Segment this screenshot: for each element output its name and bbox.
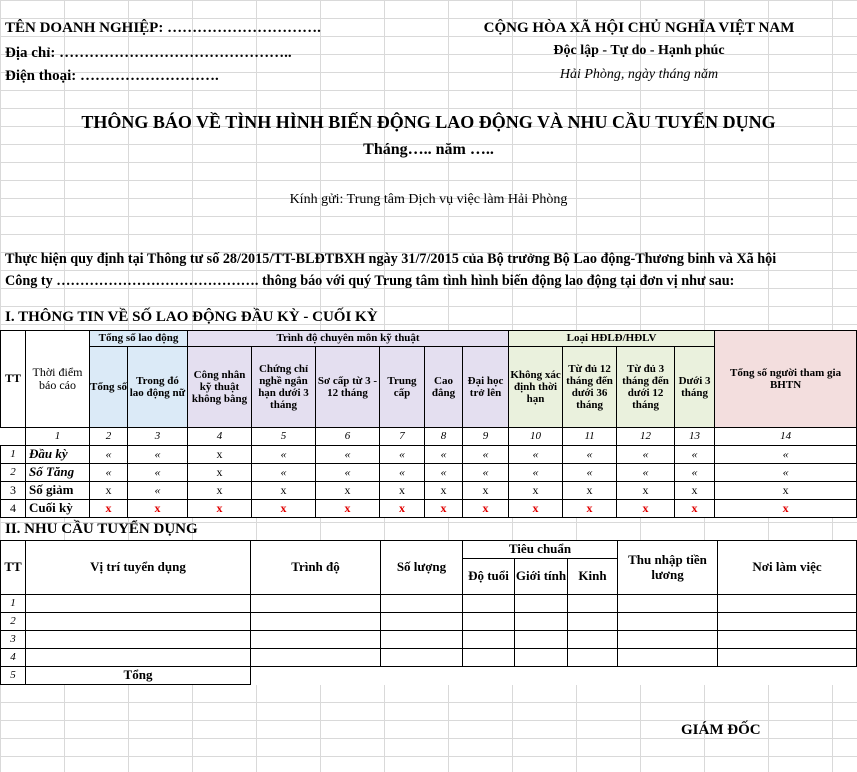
level-cell[interactable] [251,595,381,613]
data-cell: x [715,482,857,500]
data-cell: x [90,482,128,500]
data-cell: « [380,446,425,464]
data-cell: x [509,500,563,518]
table-row [1,631,857,649]
workplace-cell[interactable] [718,595,857,613]
blank-cell [618,667,718,685]
data-cell: x [463,482,509,500]
col-number: 11 [563,428,617,446]
recipient: Kính gửi: Trung tâm Dịch vụ việc làm Hải Phòng [289,192,568,207]
recruitment-table [0,540,857,685]
quantity-cell[interactable] [381,631,463,649]
data-cell: x [715,500,857,518]
data-cell: x [90,500,128,518]
group-qualification: Trình độ chuyên môn kỹ thuật [188,331,509,347]
page-subtitle: Tháng….. năm ….. [363,141,494,158]
company-phone: Điện thoại: ………………………. [5,68,219,84]
blank-cell [381,667,463,685]
col-c1: Không xác định thời hạn [509,347,563,428]
row-tt: 3 [1,482,26,500]
salary-cell[interactable] [618,613,718,631]
data-cell: « [617,446,675,464]
data-cell: « [715,446,857,464]
company-name: TÊN DOANH NGHIỆP: …………………………. [5,20,321,36]
intro-line-1: Thực hiện quy định tại Thông tư số 28/2015/TT-BLĐTBXH ngày 31/7/2015 của Bộ trưởng Bộ Lao động-Thương binh và Xã hội [5,251,777,267]
table-row [1,446,857,464]
table-row [1,595,857,613]
data-cell: « [128,446,188,464]
data-cell: « [675,446,715,464]
data-cell: x [563,482,617,500]
data-cell: « [316,464,380,482]
data-cell: « [463,446,509,464]
data-cell: x [252,482,316,500]
age-cell[interactable] [463,649,515,667]
salary-cell[interactable] [618,631,718,649]
data-cell: x [380,500,425,518]
col-experience: Kinh [568,559,618,595]
row-tt: 4 [1,649,26,667]
motto: Độc lập - Tự do - Hạnh phúc [553,43,725,58]
col-q3: Sơ cấp từ 3 - 12 tháng [316,347,380,428]
data-cell: « [425,464,463,482]
workplace-cell[interactable] [718,613,857,631]
data-cell: x [188,500,252,518]
col-q2: Chứng chỉ nghề ngắn hạn dưới 3 tháng [252,347,316,428]
group-total-labor: Tổng số lao động [90,331,188,347]
data-cell: « [380,464,425,482]
col-number: 6 [316,428,380,446]
col-c2: Từ đủ 12 tháng đến dưới 36 tháng [563,347,617,428]
data-cell: « [252,464,316,482]
level-cell[interactable] [251,613,381,631]
col-number: 13 [675,428,715,446]
data-cell: x [509,482,563,500]
age-cell[interactable] [463,595,515,613]
data-cell: x [252,500,316,518]
data-cell: « [316,446,380,464]
experience-cell[interactable] [568,649,618,667]
data-cell: « [715,464,857,482]
blank-cell [718,667,857,685]
data-cell: « [90,464,128,482]
blank-cell [568,667,618,685]
country-name: CỘNG HÒA XÃ HỘI CHỦ NGHĨA VIỆT NAM [483,20,795,36]
table-row [1,613,857,631]
quantity-cell[interactable] [381,595,463,613]
data-cell: « [563,464,617,482]
gender-cell[interactable] [515,613,568,631]
col-number: 2 [90,428,128,446]
col-number: 1 [26,428,90,446]
row-tt: 2 [1,464,26,482]
data-cell: x [675,500,715,518]
col-number: 8 [425,428,463,446]
gender-cell[interactable] [515,631,568,649]
table-row-total [1,667,857,685]
position-cell[interactable] [26,613,251,631]
blank-cell [463,667,515,685]
data-cell: x [188,464,252,482]
data-cell: x [563,500,617,518]
data-cell: « [563,446,617,464]
col-quantity: Số lượng [381,541,463,595]
data-cell: « [252,446,316,464]
table-row [1,500,857,518]
workplace-cell[interactable] [718,649,857,667]
data-cell: « [509,446,563,464]
place-date: Hải Phòng, ngày tháng năm [559,67,719,82]
col-age: Độ tuổi [463,559,515,595]
col-q6: Đại học trở lên [463,347,509,428]
col-workplace: Nơi làm việc [718,541,857,595]
table-row [1,649,857,667]
col-tt: TT [1,331,26,428]
page-title: THÔNG BÁO VỀ TÌNH HÌNH BIẾN ĐỘNG LAO ĐỘNG VÀ NHU CẦU TUYỂN DỤNG [81,112,776,132]
experience-cell[interactable] [568,613,618,631]
row-label: Số Tăng [26,464,90,482]
section-1-title: I. THÔNG TIN VỀ SỐ LAO ĐỘNG ĐẦU KỲ - CUỐI KỲ [5,309,378,325]
row-tt: 2 [1,613,26,631]
data-cell: « [90,446,128,464]
position-cell[interactable] [26,595,251,613]
blank-cell [515,667,568,685]
data-cell: x [617,500,675,518]
gender-cell[interactable] [515,649,568,667]
col-gender: Giới tính [515,559,568,595]
data-cell: x [188,446,252,464]
data-cell: « [675,464,715,482]
group-contract-type: Loại HĐLĐ/HĐLV [509,331,715,347]
col-number: 7 [380,428,425,446]
age-cell[interactable] [463,631,515,649]
data-cell: x [463,500,509,518]
total-label: Tổng [26,667,251,685]
col-number: 10 [509,428,563,446]
data-cell: « [509,464,563,482]
level-cell[interactable] [251,649,381,667]
col-number: 5 [252,428,316,446]
data-cell: x [425,500,463,518]
col-q1: Công nhân kỹ thuật không bằng [188,347,252,428]
data-cell: « [463,464,509,482]
col-number: 4 [188,428,252,446]
col-number: 14 [715,428,857,446]
experience-cell[interactable] [568,595,618,613]
row-tt: 1 [1,595,26,613]
intro-line-2: Công ty ……………………………………. thông báo với quý Trung tâm tình hình biến động lao động tại đơn vị như sau: [5,273,735,289]
quantity-cell[interactable] [381,649,463,667]
data-cell: x [128,500,188,518]
col-number: 3 [128,428,188,446]
data-cell: « [128,482,188,500]
blank-cell [251,667,381,685]
data-cell: x [675,482,715,500]
age-cell[interactable] [463,613,515,631]
section-2-title: II. NHU CẦU TUYỂN DỤNG [5,521,198,537]
data-cell: x [316,500,380,518]
table-row [1,464,857,482]
data-cell: x [188,482,252,500]
col-period: Thời điểm báo cáo [26,331,90,428]
col-level: Trình độ [251,541,381,595]
blank-cell [1,428,26,446]
col-q5: Cao đẳng [425,347,463,428]
col-criteria: Tiêu chuẩn [463,541,618,559]
col-q4: Trung cấp [380,347,425,428]
data-cell: x [425,482,463,500]
col-number: 9 [463,428,509,446]
workplace-cell[interactable] [718,631,857,649]
col-total: Tổng số [90,347,128,428]
col-c3: Từ đủ 3 tháng đến dưới 12 tháng [617,347,675,428]
table-row [1,482,857,500]
col-bhtn: Tổng số người tham gia BHTN [715,331,857,428]
col-salary: Thu nhập tiền lương [618,541,718,595]
salary-cell[interactable] [618,649,718,667]
position-cell[interactable] [26,649,251,667]
position-cell[interactable] [26,631,251,649]
row-label: Đầu kỳ [26,446,90,464]
company-address: Địa chỉ: ……………………………………….. [5,45,292,61]
row-tt: 3 [1,631,26,649]
row-tt: 5 [1,667,26,685]
labor-info-table [0,330,857,518]
data-cell: « [617,464,675,482]
data-cell: x [316,482,380,500]
col-female: Trong đó lao động nữ [128,347,188,428]
col-position: Vị trí tuyển dụng [26,541,251,595]
gender-cell[interactable] [515,595,568,613]
col-tt: TT [1,541,26,595]
quantity-cell[interactable] [381,613,463,631]
row-label: Số giảm [26,482,90,500]
salary-cell[interactable] [618,595,718,613]
signature-title: GIÁM ĐỐC [681,722,761,738]
data-cell: « [425,446,463,464]
col-number: 12 [617,428,675,446]
experience-cell[interactable] [568,631,618,649]
col-c4: Dưới 3 tháng [675,347,715,428]
row-tt: 4 [1,500,26,518]
row-label: Cuối kỳ [26,500,90,518]
data-cell: x [380,482,425,500]
row-tt: 1 [1,446,26,464]
level-cell[interactable] [251,631,381,649]
data-cell: x [617,482,675,500]
data-cell: « [128,464,188,482]
